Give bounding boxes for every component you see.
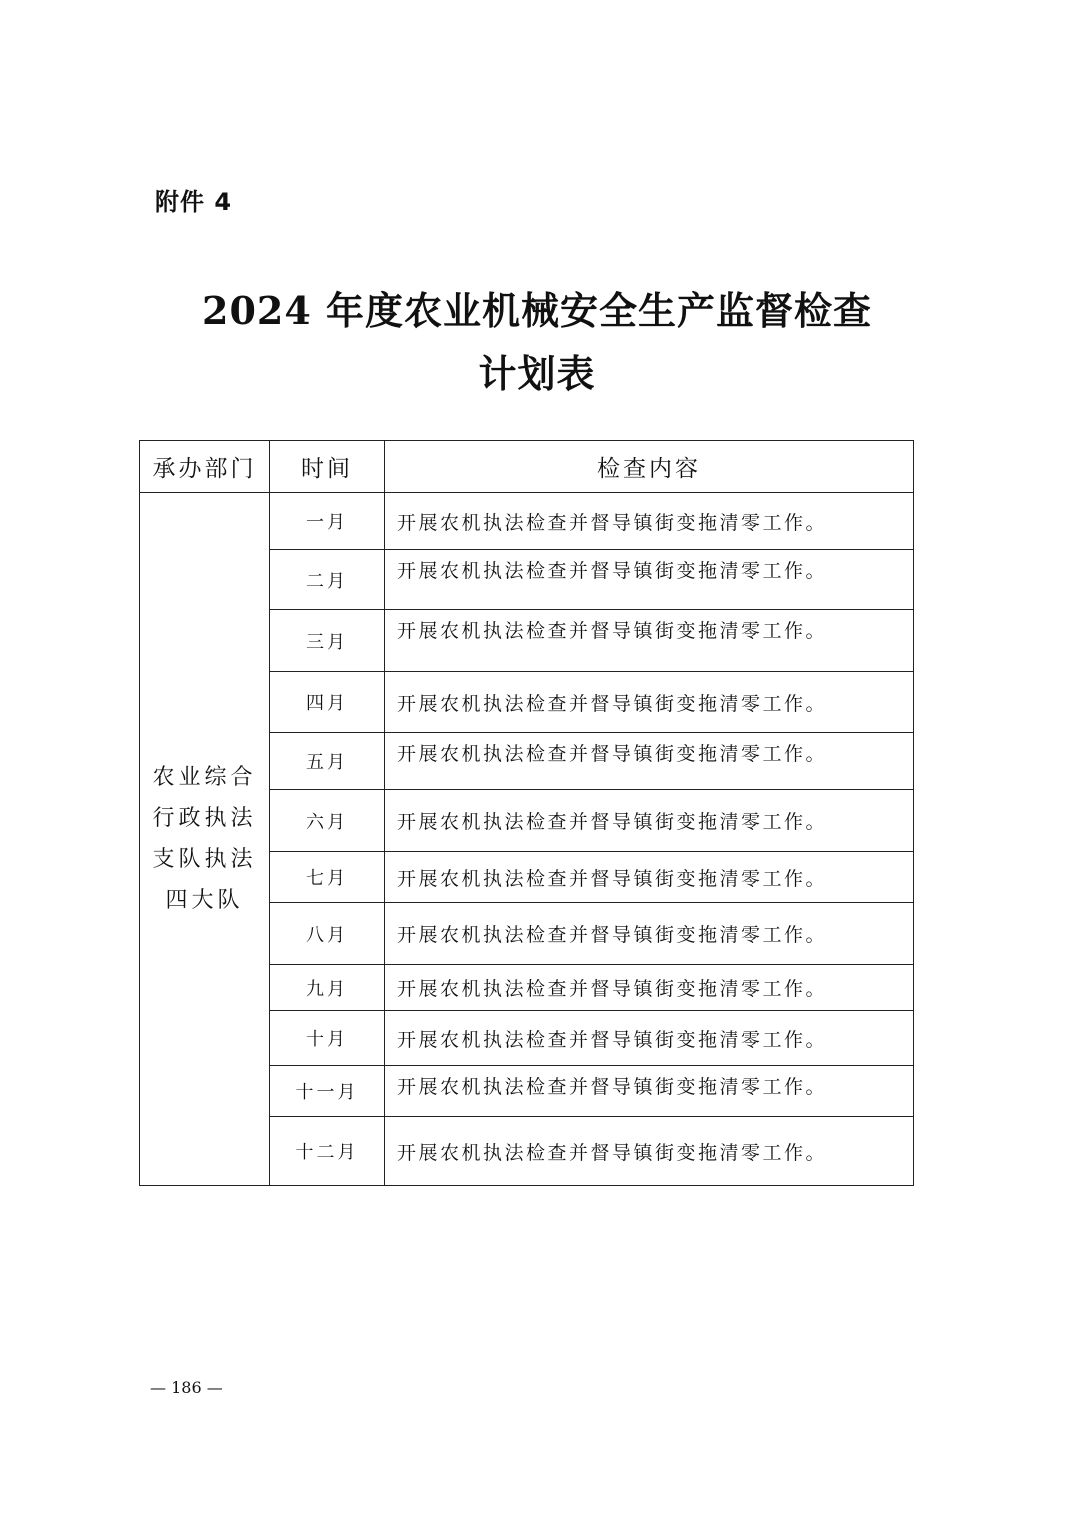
month-cell: 六月: [270, 790, 385, 852]
content-cell: 开展农机执法检查并督导镇街变拖清零工作。: [385, 493, 914, 550]
header-content: 检查内容: [385, 441, 914, 493]
table-row: [140, 493, 914, 550]
content-cell: 开展农机执法检查并督导镇街变拖清零工作。: [385, 790, 914, 852]
content-cell: 开展农机执法检查并督导镇街变拖清零工作。: [385, 965, 914, 1011]
month-cell: 九月: [270, 965, 385, 1011]
content-cell: 开展农机执法检查并督导镇街变拖清零工作。: [385, 1011, 914, 1066]
content-cell: 开展农机执法检查并督导镇街变拖清零工作。: [385, 610, 914, 672]
content-cell: 开展农机执法检查并督导镇街变拖清零工作。: [385, 672, 914, 733]
inspection-plan-table: [139, 440, 914, 1186]
department-line: 四大队: [165, 888, 244, 913]
content-cell: 开展农机执法检查并督导镇街变拖清零工作。: [385, 550, 914, 610]
header-time: 时间: [270, 441, 385, 493]
document-title-line2: 计划表: [478, 351, 596, 396]
month-cell: 八月: [270, 903, 385, 965]
month-cell: 四月: [270, 672, 385, 733]
department-line: 支队执法: [152, 847, 257, 872]
content-cell: 开展农机执法检查并督导镇街变拖清零工作。: [385, 852, 914, 903]
month-cell: 十月: [270, 1011, 385, 1066]
department-line: 行政执法: [152, 806, 257, 831]
table-header-row: [140, 441, 914, 493]
month-cell: 十二月: [270, 1117, 385, 1186]
attachment-label: 附件 4: [155, 188, 233, 216]
header-dept: 承办部门: [140, 441, 270, 493]
content-cell: 开展农机执法检查并督导镇街变拖清零工作。: [385, 903, 914, 965]
month-cell: 十一月: [270, 1066, 385, 1117]
page-number: — 186 —: [150, 1378, 223, 1397]
content-cell: 开展农机执法检查并督导镇街变拖清零工作。: [385, 1066, 914, 1117]
content-cell: 开展农机执法检查并督导镇街变拖清零工作。: [385, 733, 914, 790]
month-cell: 七月: [270, 852, 385, 903]
document-title-line1: 2024 年度农业机械安全生产监督检查: [202, 288, 872, 333]
content-cell: 开展农机执法检查并督导镇街变拖清零工作。: [385, 1117, 914, 1186]
month-cell: 五月: [270, 733, 385, 790]
department-line: 农业综合: [152, 765, 257, 790]
department-cell: [140, 493, 270, 1186]
month-cell: 一月: [270, 493, 385, 550]
month-cell: 三月: [270, 610, 385, 672]
month-cell: 二月: [270, 550, 385, 610]
